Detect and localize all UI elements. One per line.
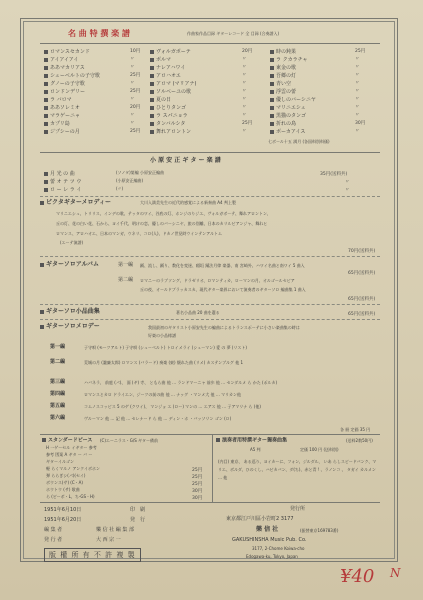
list-item: 軽 らくマルノ アンクイボホン — [46, 466, 100, 471]
issuer-account: (振替東京169783番) — [300, 528, 339, 533]
section-title-ohara: 小 原 安 正 ギ タ ー 楽 譜 — [150, 157, 221, 164]
list-item: 吾郷の灯 — [270, 72, 296, 79]
list-item: ラ クカラチャ — [270, 56, 307, 63]
section-subtitle: 著名小品曲 20 曲を選る — [176, 310, 220, 315]
print-date: 1951年6月10日 — [44, 507, 82, 513]
price: 〃 — [130, 113, 135, 118]
price: 30円 — [192, 489, 203, 494]
section-intro: 好楽の小品様譜 — [148, 333, 176, 338]
price: 65円(送料共) — [348, 312, 376, 317]
price: 25円 — [130, 129, 141, 134]
list-item: 浮雲の蕾 — [270, 88, 296, 95]
print-label: 印 刷 — [130, 507, 146, 513]
list-item: 蕾 オ テ ツ ウ — [44, 178, 81, 185]
price: 〃 — [345, 188, 350, 193]
price: 25円 — [130, 89, 141, 94]
section-title-melody: ギターソロメロデー — [40, 324, 100, 330]
list-item: ロマンスセカンド — [44, 48, 90, 55]
price: 〃 — [355, 129, 360, 134]
price: 〃 — [355, 89, 360, 94]
list-item: ああマカリアス — [44, 64, 85, 71]
list-item: マラゲーニャ — [44, 112, 80, 119]
list-item: 東金の歌 — [270, 64, 296, 71]
price: 30円 — [192, 496, 203, 501]
section-note: (エーテ演譜) — [60, 240, 84, 245]
issuer-address-en: Edogawa-ku, Tokyo, Japan — [246, 554, 298, 559]
part-label: 第六編 — [50, 415, 66, 421]
list-item: ボーカアイス — [270, 128, 305, 135]
list-item: アロハオエ — [150, 72, 181, 79]
price: 65円(送料共) — [348, 271, 376, 276]
price-note: 各 冊 定価 35 円 — [340, 427, 371, 432]
price: 〃 — [130, 81, 135, 86]
section-title-standard: スタンダードピース — [42, 438, 92, 444]
column-divider — [212, 434, 213, 502]
issuer-name: 樂 信 社 — [256, 526, 279, 533]
list-item: アイアイアイ — [44, 56, 78, 63]
list-item: 優しのバーシニヤ — [270, 96, 316, 103]
list-item: ジプシーの月 — [44, 128, 80, 135]
list-item: 舞れアロントン — [150, 128, 191, 135]
list-item: 時の鈍果 — [270, 48, 296, 55]
price: 25円 — [192, 482, 203, 487]
part-label: 第四編 — [50, 391, 66, 397]
price: 〃 — [242, 129, 247, 134]
body-line: ロマンスとカロ ドライエン、ジーツの前の曲 他 … ナッグ ・マンメ大 他 … マリカン他 — [84, 392, 242, 397]
price: 〃 — [355, 81, 360, 86]
body-line: 参考 図案 A ギタ ー バ ー — [46, 452, 93, 457]
body-line: 丘の夜、オールドブラッカスカ、現代ギター楽界において演奏者のギターソロ 編曲集 1 曲入 — [140, 287, 306, 292]
price: 30円 — [355, 121, 366, 126]
price: 〃 — [355, 113, 360, 118]
list-item: ボルマ — [150, 56, 171, 63]
price: 25円 — [192, 475, 203, 480]
price: 〃 — [130, 57, 135, 62]
divider — [40, 434, 380, 435]
list-item: ああソレミオ — [44, 104, 80, 111]
body-line: 子守唄 (モーツアルト) 子守唄 (シューベルト) トロイメライ (シューマン) 愛 の 夢 (リスト) — [84, 345, 247, 350]
list-item: ナレアハワイ — [150, 64, 185, 71]
section-title-ensemble: 演奏者用特撰ギター獨奏曲集 — [216, 438, 287, 444]
list-item: ヴォルガボーテ — [150, 48, 191, 55]
part-label: 第五編 — [50, 403, 66, 409]
price: 〃 — [242, 81, 247, 86]
section-subtitle: 大川入満美先生の近代的感覚による新奏曲 A4 判上製 — [140, 200, 236, 205]
ensemble-body: (内目) 東京、 ある巡り、ヨイカーに、フォン、ジルダル、 いあ らしスピードバンク、マリエ、ボルダ、ひのくし、ハビカバン、ダ(ち)、赤と青 ! 、ラノンコ 、 タガイ カルメン … 他 — [218, 459, 377, 480]
price: 〃 — [355, 105, 360, 110]
price: 〃 — [355, 73, 360, 78]
list-item: 黒猫のタンゴ — [270, 112, 306, 119]
body-line: H 一ゲーセル イギター 参考 — [46, 445, 97, 450]
editor-label: 編 集 者 — [44, 527, 63, 533]
section-title-album: ギターソロアルバム — [40, 262, 99, 268]
issue-label: 発 行 — [130, 517, 146, 523]
list-item: ロ ー レ ラ イ — [44, 186, 81, 193]
body-line: (C)エーニラス・G/S ギター備前 — [100, 438, 159, 443]
price: 10円 — [130, 49, 141, 54]
list-item: ラ スパニョラ — [150, 112, 188, 119]
list-item: ラ バロマ — [44, 96, 72, 103]
list-item: 弾 ららぎシ(パ)(セイ) — [46, 473, 86, 478]
list-item: ソルベーユの歌 — [150, 88, 191, 95]
list-item: マリニエシュ — [270, 104, 306, 111]
format: A5 判 — [250, 447, 261, 452]
part-label: 第一編 — [118, 262, 134, 268]
price: 20円 — [242, 49, 253, 54]
section-note: (送料2数50円) — [346, 438, 373, 443]
list-item: ロンドンデリー — [44, 88, 85, 95]
list-item: 月 光 の 曲 — [44, 170, 75, 177]
list-item: ホウトウ (サ) 歌曲 — [46, 487, 80, 492]
body-line: ギターイルゴン — [46, 459, 74, 464]
price: 〃 — [242, 113, 247, 118]
copyright-stamp: 版 權 所 有 不 許 複 製 — [44, 548, 141, 562]
issuer-label: 発行所 — [290, 506, 306, 512]
part-label: 第二編 — [50, 359, 66, 365]
handwritten-price: ¥40 — [340, 566, 375, 587]
list-item: ひとりタンゴ — [150, 104, 186, 111]
section-intro: 我国最初のギタリスト小原安先生の編曲によるトランスポーテに小さい楽曲集の時は — [148, 325, 300, 330]
section-title-gita: ビクタギターメロディー — [40, 200, 111, 206]
price: 20円 — [130, 105, 141, 110]
item-note: (ソノタ)第編 小原安正編曲 — [116, 170, 164, 175]
price: 〃 — [130, 97, 135, 102]
issue-date: 1951年6月20日 — [44, 517, 82, 523]
price: 〃 — [242, 57, 247, 62]
list-item: 夏の日 — [150, 96, 171, 103]
body-line: 丘の灯、花の白い花、石から、ヨイ千代、明けの恋、優しのバーシニヤ、旅の別離、日本のカリルビアンジャ、舞れヒ — [56, 221, 268, 226]
handwritten-mark: N — [390, 566, 401, 580]
price: 〃 — [355, 97, 360, 102]
divider — [40, 319, 380, 320]
body-line: ハバネラ、 前庭 (パ)、 面 (ギ) 寺、 ともら曲 他 … ランドマーニャ 前歩 他 … センダルメ ら かた (ポルカ) — [84, 380, 278, 385]
body-line: ロマンス、アロハオエ、日本のマンガ、ウネリ、コロ(人)、ドカノ世見時ウインテンアルトム — [56, 231, 222, 236]
divider — [40, 196, 380, 197]
divider — [40, 152, 380, 153]
price: 65円(送料共) — [348, 297, 376, 302]
divider — [40, 304, 380, 305]
price: 25円 — [355, 49, 366, 54]
list-item: ら (ビーボ・L、ち-GS・H) — [46, 494, 95, 499]
price: 25円 — [130, 73, 141, 78]
price: 〃 — [355, 65, 360, 70]
price: 〃 — [242, 105, 247, 110]
price: 〃 — [242, 65, 247, 70]
price: 〃 — [130, 121, 135, 126]
divider — [40, 256, 380, 257]
price: 〃 — [345, 180, 350, 185]
publisher-name: 大 西 宗 一 — [96, 537, 121, 543]
catalog-subtitle: 作曲家作品目録 ギターレコード 全 目録 (合奏譜入) — [187, 31, 280, 36]
price: 〃 — [355, 57, 360, 62]
body-line: 踊、流し、踊り、教化を変迷、稲垣 踊法月律 楽器、南 宮崎外、ハワイ名曲と南ワイ 5 曲入 — [140, 263, 305, 268]
list-item: タンバルシタ — [150, 120, 185, 127]
list-item: アロマ (マリアナ) — [150, 80, 197, 87]
item-note: (〃) — [116, 186, 124, 191]
price: 〃 — [242, 73, 247, 78]
list-item: グノーの子守歌 — [44, 80, 85, 87]
section-title-kobin: ギターソロ小品曲集 — [40, 309, 100, 315]
issuer-address: 東京都江戸川區小岩町2 3177 — [226, 516, 294, 522]
editor-name: 樂 信 社 編 集 部 — [96, 527, 134, 533]
body-line: ロマニーのラブソング、ドラゼリオ、ロマンティカ、ローマンの月、オルゴールセピア — [140, 278, 295, 283]
list-item: ボウンス(サ) (C・A) — [46, 480, 83, 485]
price: 〃 — [130, 65, 135, 70]
body-line: ヴルーマン 他 … 記 他 … セレナード ら 他 … ディン・ホ ・バッソリン ゴン (ロ) — [84, 416, 232, 421]
price: 70円(送料共) — [348, 249, 376, 254]
list-item: 青い空 — [270, 80, 291, 87]
price: 〃 — [242, 97, 247, 102]
price: 25円 — [242, 121, 253, 126]
price: 35円(送料共) — [320, 172, 348, 177]
price: 定価 100 円 (送料別) — [300, 447, 339, 452]
item-note: (小原安正編曲) — [116, 178, 144, 183]
divider — [40, 502, 380, 503]
body-line: マリニエシュ、トリリス、インデの歌、テッタのワイ、谷底の灯、ホンジのりジエ、ヴォルガボーテ、舞れアロントン、 — [56, 211, 271, 216]
issuer-name-en: GAKUSHINSHA Music Pub. Co. — [232, 537, 307, 543]
catalog-title: 名 曲 特 撰 楽 譜 — [68, 29, 130, 38]
list-item: カプリ島 — [44, 120, 70, 127]
list-item: 折れの鳥 — [270, 120, 296, 127]
list-item: シューベルトの子守歌 — [44, 72, 100, 79]
part-label: 第二編 — [118, 277, 134, 283]
column-note: 七ボール十五 満月 (各国料別料価) — [268, 139, 330, 144]
part-label: 第一編 — [50, 344, 66, 350]
body-line: 荒城の月 (瀧廉太郎) ロマンス (バラード) 奏楽 (東) 懐れた曲 (リメ) カステンブルグ 他 1 — [84, 360, 244, 365]
issuer-address-en: 3177, 2-Chome Koiwa-cho — [252, 546, 305, 551]
body-line: コムノスコッピス 5 のゲ (クワイ)、 マンジョ エ (ロー) マンの … エアス 他 … 子アマリナ ら (他) — [84, 404, 261, 409]
publisher-label: 発 行 者 — [44, 537, 63, 543]
divider — [40, 43, 380, 44]
price: 〃 — [242, 89, 247, 94]
part-label: 第三編 — [50, 379, 66, 385]
price: 25円 — [192, 468, 203, 473]
